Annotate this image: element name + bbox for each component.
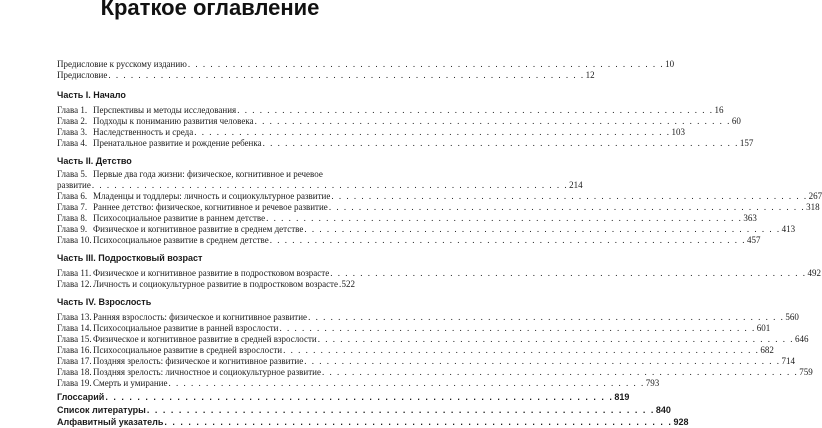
leader-dots: . . . . . . . . . . . . . . . . . . . . . . . . . . . . . . . . . . . . . . . . . . . . . . . . . . . . . . . . . . . . . . . . <box>283 345 760 355</box>
chapter-title: Наследственность и среда <box>93 127 194 137</box>
part-heading[interactable]: Часть I. Начало <box>57 90 126 100</box>
leader-dots: . . . . . . . . . . . . . . . . . . . . . . . . . . . . . . . . . . . . . . . . . . . . . . . . . . . . . . . . . . . . . . . . <box>187 59 665 69</box>
chapter-number: Глава 17. <box>57 356 92 366</box>
chapter-entry[interactable] <box>57 169 323 180</box>
toc-entry-label: Предисловие <box>57 70 108 80</box>
leader-dots: . . . . . . . . . . . . . . . . . . . . . . . . . . . . . . . . . . . . . . . . . . . . . . . . . . . . . . . . . . . . . . . . <box>317 334 794 344</box>
chapter-number: Глава 14. <box>57 323 92 333</box>
leader-dots <box>339 279 341 290</box>
chapter-page: 363 <box>743 213 757 223</box>
chapter-title: Поздняя зрелость: личностное и социокультурное развитие <box>93 367 321 377</box>
chapter-title: Раннее детство: физическое, когнитивное и речевое развитие <box>93 202 328 212</box>
chapter-title: Младенцы и тоддлеры: личность и социокультурное развитие <box>93 191 331 201</box>
chapter-entry[interactable] <box>57 378 660 389</box>
part-heading[interactable]: Часть IV. Взрослость <box>57 297 152 307</box>
chapter-page: 267 <box>808 191 822 201</box>
leader-dots: . . . . . . . . . . . . . . . . . . . . . . . . . . . . . . . . . . . . . . . . . . . . . . . . . . . . . . . . . . . . . . . . <box>168 378 645 388</box>
chapter-page: 16 <box>714 105 724 115</box>
chapter-entry[interactable] <box>57 279 355 290</box>
chapter-number: Глава 15. <box>57 334 92 344</box>
chapter-title: Физическое и когнитивное развитие в средней взрослости <box>93 334 317 344</box>
toc-entry[interactable] <box>57 59 675 70</box>
chapter-page: 759 <box>799 367 813 377</box>
leader-dots: . . . . . . . . . . . . . . . . . . . . . . . . . . . . . . . . . . . . . . . . . . . . . . . . . . . . . . . . . . . . . . . . <box>164 417 673 427</box>
chapter-title-continuation: развитие <box>57 180 91 190</box>
chapter-entry[interactable] <box>57 323 771 334</box>
chapter-entry[interactable] <box>57 105 724 116</box>
chapter-number: Глава 13. <box>57 312 92 322</box>
chapter-number: Глава 1. <box>57 105 88 115</box>
chapter-page: 214 <box>569 180 583 190</box>
chapter-entry[interactable] <box>57 312 799 323</box>
toc-entry[interactable] <box>57 70 595 81</box>
chapter-title: Первые два года жизни: физическое, когнитивное и речевое <box>93 169 323 179</box>
toc-entry-label: Алфавитный указатель <box>57 417 164 427</box>
chapter-entry[interactable] <box>57 138 754 149</box>
chapter-title: Поздняя зрелость: физическое и когнитивное развитие <box>93 356 304 366</box>
chapter-title: Физическое и когнитивное развитие в подростковом возрасте <box>93 268 330 278</box>
chapter-title: Перспективы и методы исследования <box>93 105 237 115</box>
toc-entry-page: 928 <box>673 417 689 427</box>
chapter-page: 560 <box>785 312 799 322</box>
leader-dots: . . . . . . . . . . . . . . . . . . . . . . . . . . . . . . . . . . . . . . . . . . . . . . . . . . . . . . . . . . . . . . . . <box>279 323 756 333</box>
chapter-entry[interactable] <box>57 116 741 127</box>
chapter-title: Ранняя взрослость: физическое и когнитивное развитие <box>93 312 308 322</box>
chapter-number: Глава 16. <box>57 345 92 355</box>
chapter-page: 682 <box>760 345 774 355</box>
leader-dots: . . . . . . . . . . . . . . . . . . . . . . . . . . . . . . . . . . . . . . . . . . . . . . . . . . . . . . . . . . . . . . . . <box>330 268 807 278</box>
leader-dots: . . . . . . . . . . . . . . . . . . . . . . . . . . . . . . . . . . . . . . . . . . . . . . . . . . . . . . . . . . . . . . . . <box>266 213 743 223</box>
toc-entry-glossary[interactable] <box>57 392 630 403</box>
chapter-page: 601 <box>756 323 771 333</box>
chapter-page: 492 <box>807 268 821 278</box>
chapter-entry-continuation[interactable] <box>57 180 583 191</box>
chapter-number: Глава 8. <box>57 213 88 223</box>
chapter-entry[interactable] <box>57 127 685 138</box>
chapter-number: Глава 6. <box>57 191 88 201</box>
chapter-number: Глава 2. <box>57 116 88 126</box>
chapter-entry[interactable] <box>57 356 795 367</box>
leader-dots: . . . . . . . . . . . . . . . . . . . . . . . . . . . . . . . . . . . . . . . . . . . . . . . . . . . . . . . . . . . . . . . . <box>108 70 585 80</box>
chapter-entry[interactable] <box>57 224 796 235</box>
toc-entry-index[interactable] <box>57 417 689 428</box>
toc-entry-page: 12 <box>585 70 595 80</box>
chapter-page: 522 <box>341 279 355 289</box>
leader-dots: . . . . . . . . . . . . . . . . . . . . . . . . . . . . . . . . . . . . . . . . . . . . . . . . . . . . . . . . . . . . . . . . <box>304 356 781 366</box>
chapter-number: Глава 18. <box>57 367 92 377</box>
chapter-number: Глава 3. <box>57 127 88 137</box>
chapter-page: 157 <box>739 138 754 148</box>
toc-entry-label: Список литературы <box>57 405 146 415</box>
leader-dots: . . . . . . . . . . . . . . . . . . . . . . . . . . . . . . . . . . . . . . . . . . . . . . . . . . . . . . . . . . . . . . . . <box>328 202 806 212</box>
page-title: Краткое оглавление <box>100 0 320 20</box>
leader-dots: . . . . . . . . . . . . . . . . . . . . . . . . . . . . . . . . . . . . . . . . . . . . . . . . . . . . . . . . . . . . . . . . <box>194 127 671 137</box>
chapter-entry[interactable] <box>57 334 809 345</box>
chapter-entry[interactable] <box>57 202 820 213</box>
leader-dots: . . . . . . . . . . . . . . . . . . . . . . . . . . . . . . . . . . . . . . . . . . . . . . . . . . . . . . . . . . . . . . . . <box>262 138 739 148</box>
leader-dots: . . . . . . . . . . . . . . . . . . . . . . . . . . . . . . . . . . . . . . . . . . . . . . . . . . . . . . . . . . . . . . . . <box>308 312 785 322</box>
leader-dots: . . . . . . . . . . . . . . . . . . . . . . . . . . . . . . . . . . . . . . . . . . . . . . . . . . . . . . . . . . . . . . . . <box>237 105 714 115</box>
chapter-entry[interactable] <box>57 367 813 378</box>
chapter-entry[interactable] <box>57 268 821 279</box>
chapter-title: Пренатальное развитие и рождение ребенка <box>93 138 262 148</box>
chapter-number: Глава 10. <box>57 235 92 245</box>
toc-entry-references[interactable] <box>57 405 671 416</box>
leader-dots: . . . . . . . . . . . . . . . . . . . . . . . . . . . . . . . . . . . . . . . . . . . . . . . . . . . . . . . . . . . . . . . . <box>321 367 799 377</box>
leader-dots: . . . . . . . . . . . . . . . . . . . . . . . . . . . . . . . . . . . . . . . . . . . . . . . . . . . . . . . . . . . . . . . . <box>304 224 781 234</box>
toc-entry-page: 819 <box>614 392 630 402</box>
chapter-page: 413 <box>781 224 796 234</box>
toc-entry-label: Предисловие к русскому изданию <box>57 59 187 69</box>
chapter-entry[interactable] <box>57 213 757 224</box>
chapter-title: Психосоциальное развитие в раннем детстве <box>93 213 266 223</box>
leader-dots: . . . . . . . . . . . . . . . . . . . . . . . . . . . . . . . . . . . . . . . . . . . . . . . . . . . . . . . . . . . . . . . . <box>91 180 569 190</box>
chapter-entry[interactable] <box>57 235 761 246</box>
leader-dots: . . . . . . . . . . . . . . . . . . . . . . . . . . . . . . . . . . . . . . . . . . . . . . . . . . . . . . . . . . . . . . . . <box>105 392 614 402</box>
chapter-title: Психосоциальное развитие в ранней взрослости <box>93 323 279 333</box>
chapter-number: Глава 19. <box>57 378 92 388</box>
leader-dots: . . . . . . . . . . . . . . . . . . . . . . . . . . . . . . . . . . . . . . . . . . . . . . . . . . . . . . . . . . . . . . . . <box>331 191 808 201</box>
chapter-number: Глава 9. <box>57 224 88 234</box>
leader-dots: . . . . . . . . . . . . . . . . . . . . . . . . . . . . . . . . . . . . . . . . . . . . . . . . . . . . . . . . . . . . . . . . <box>269 235 746 245</box>
chapter-page: 714 <box>781 356 795 366</box>
chapter-title: Смерть и умирание <box>93 378 168 388</box>
chapter-page: 318 <box>806 202 820 212</box>
chapter-page: 457 <box>746 235 761 245</box>
chapter-title: Физическое и когнитивное развитие в среднем детстве <box>93 224 304 234</box>
toc-entry-page: 840 <box>655 405 671 415</box>
chapter-page: 60 <box>731 116 741 126</box>
chapter-title: Подходы к пониманию развития человека <box>93 116 254 126</box>
toc-entry-page: 10 <box>665 59 675 69</box>
chapter-entry[interactable] <box>57 191 822 202</box>
chapter-entry[interactable] <box>57 345 774 356</box>
leader-dots: . . . . . . . . . . . . . . . . . . . . . . . . . . . . . . . . . . . . . . . . . . . . . . . . . . . . . . . . . . . . . . . . <box>146 405 655 415</box>
chapter-title: Психосоциальное развитие в средней взрослости <box>93 345 283 355</box>
part-heading[interactable]: Часть III. Подростковый возраст <box>57 253 203 263</box>
chapter-number: Глава 12. <box>57 279 92 289</box>
chapter-number: Глава 11. <box>57 268 92 278</box>
chapter-title: Психосоциальное развитие в среднем детстве <box>93 235 269 245</box>
part-heading[interactable]: Часть II. Детство <box>57 156 132 166</box>
leader-dots: . . . . . . . . . . . . . . . . . . . . . . . . . . . . . . . . . . . . . . . . . . . . . . . . . . . . . . . . . . . . . . . . <box>254 116 731 126</box>
chapter-number: Глава 4. <box>57 138 88 148</box>
toc-entry-label: Глоссарий <box>57 392 105 402</box>
chapter-title: Личность и социокультурное развитие в подростковом возрасте <box>93 279 338 289</box>
chapter-number: Глава 5. <box>57 169 88 179</box>
chapter-page: 103 <box>671 127 685 137</box>
chapter-page: 793 <box>645 378 660 388</box>
chapter-page: 646 <box>794 334 809 344</box>
chapter-number: Глава 7. <box>57 202 88 212</box>
